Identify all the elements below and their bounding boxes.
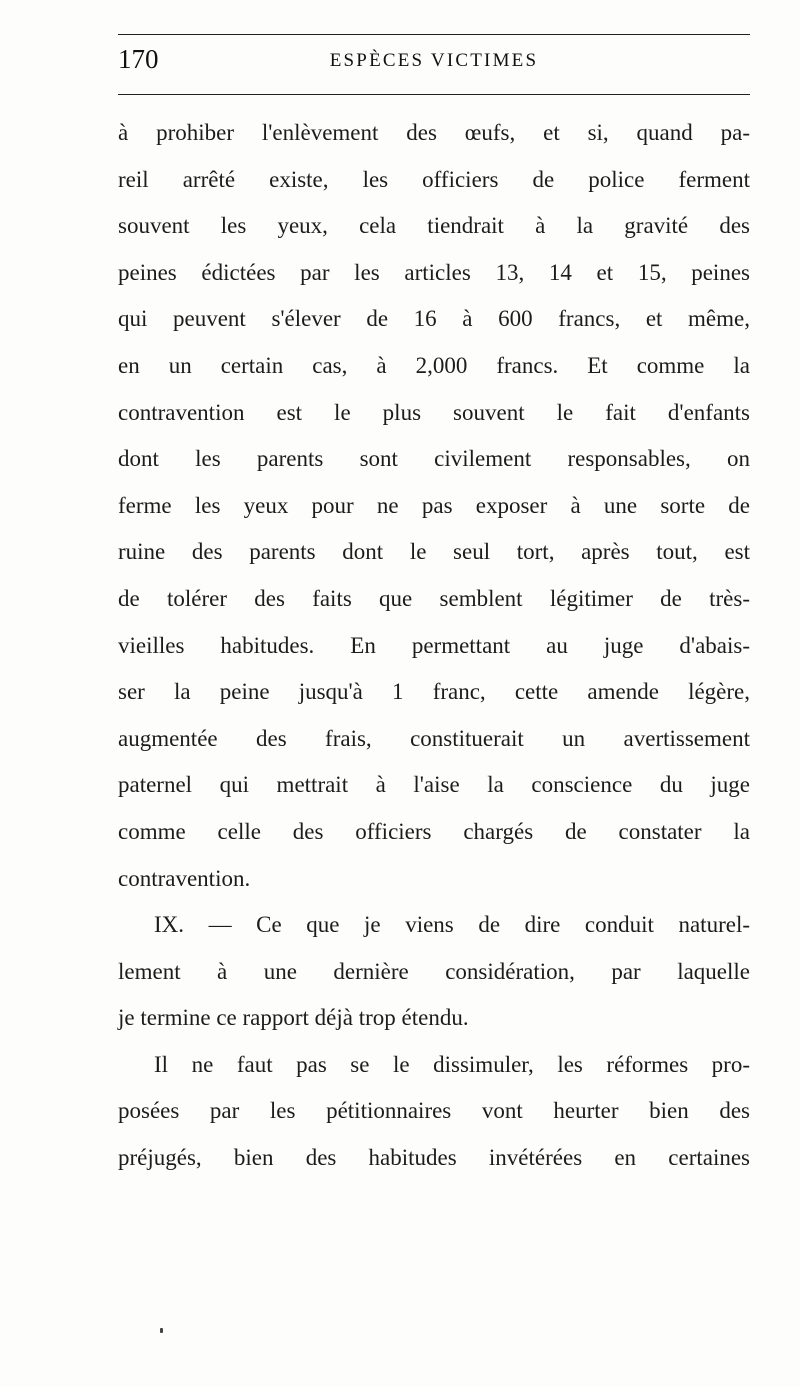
text-line: vieilles habitudes. En permettant au juge d'abais-: [118, 632, 750, 658]
text-line: souvent les yeux, cela tiendrait à la gravité des: [118, 213, 750, 239]
text-line: lement à une dernière considération, par laquelle: [118, 958, 750, 984]
page-header: [118, 44, 750, 84]
text-line: peines édictées par les articles 13, 14 et 15, peines: [118, 259, 750, 285]
print-speck: [160, 1328, 163, 1333]
text-line: à prohiber l'enlèvement des œufs, et si, quand pa-: [118, 120, 750, 145]
page-number: 170: [118, 44, 159, 74]
text-line: qui peuvent s'élever de 16 à 600 francs, et même,: [118, 306, 750, 332]
running-title: ESPÈCES VICTIMES: [329, 50, 539, 71]
text-line: préjugés, bien des habitudes invétérées en certaines: [118, 1145, 750, 1171]
text-line: IX. — Ce que je viens de dire conduit naturel-: [154, 912, 750, 938]
text-line: contravention.: [118, 865, 251, 891]
text-line: reil arrêté existe, les officiers de police ferment: [118, 166, 750, 192]
text-line: posées par les pétitionnaires vont heurter bien des: [118, 1098, 750, 1124]
text-line: dont les parents sont civilement responsables, on: [118, 446, 750, 472]
text-line: de tolérer des faits que semblent légitimer de très-: [118, 585, 750, 611]
header-rule: [118, 94, 750, 95]
top-rule: [118, 34, 750, 35]
body-text: [118, 110, 750, 1182]
text-line: comme celle des officiers chargés de constater la: [118, 818, 750, 844]
text-line: en un certain cas, à 2,000 francs. Et comme la: [118, 352, 750, 378]
text-line: ferme les yeux pour ne pas exposer à une sorte de: [118, 492, 750, 518]
text-line: paternel qui mettrait à l'aise la conscience du juge: [118, 772, 750, 798]
text-line: ser la peine jusqu'à 1 franc, cette amende légère,: [118, 679, 750, 705]
text-line: je termine ce rapport déjà trop étendu.: [118, 1005, 469, 1031]
text-line: augmentée des frais, constituerait un avertissement: [118, 725, 750, 751]
text-line: Il ne faut pas se le dissimuler, les réformes pro-: [154, 1051, 750, 1077]
text-line: ruine des parents dont le seul tort, après tout, est: [118, 539, 750, 565]
text-line: contravention est le plus souvent le fait d'enfants: [118, 399, 750, 425]
